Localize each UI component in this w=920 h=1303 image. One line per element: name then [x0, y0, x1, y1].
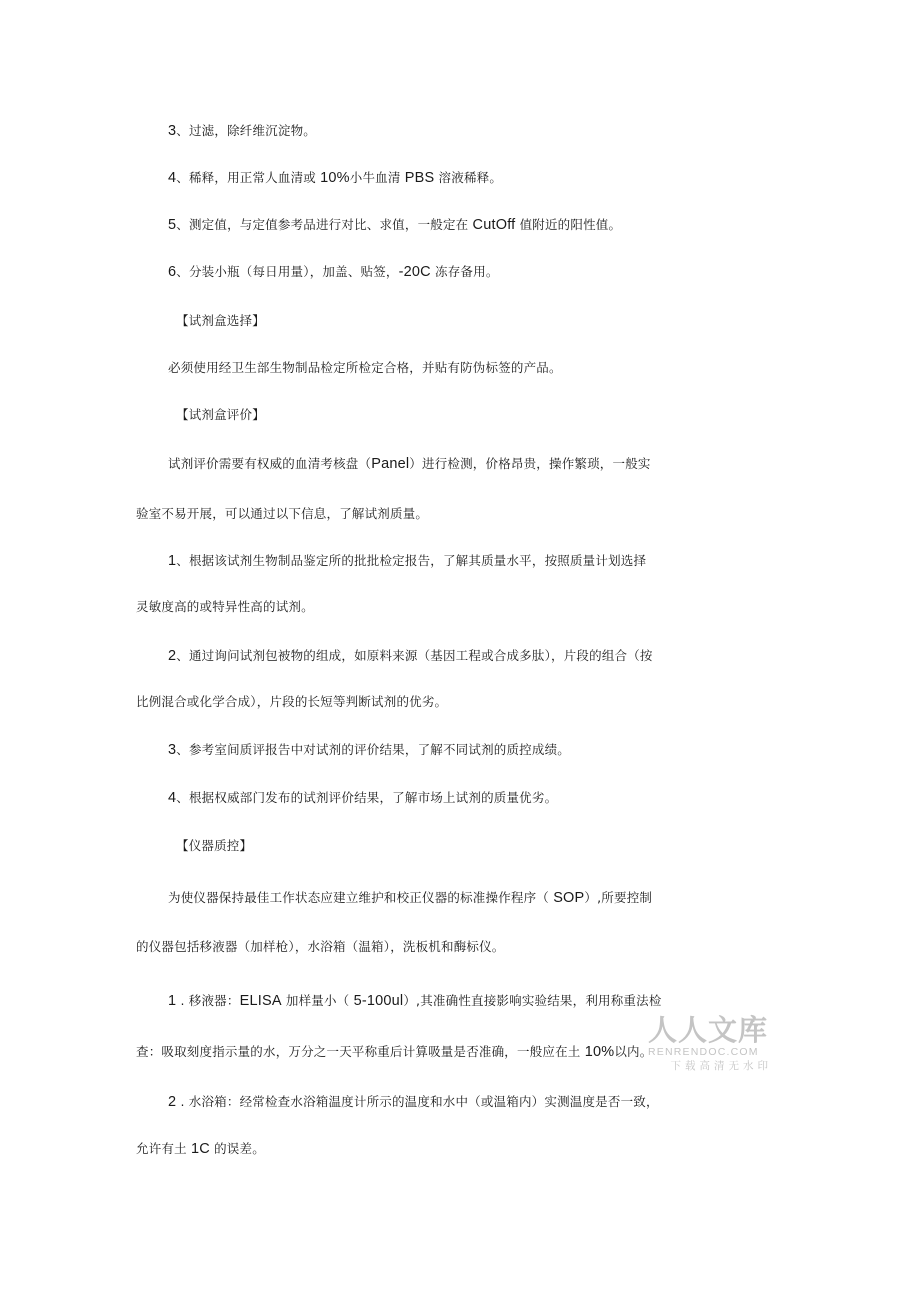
step-number: 3: [168, 123, 177, 139]
paragraph-eval-2-line-2: 比例混合或化学合成），片段的长短等判断试剂的优劣。: [136, 694, 448, 709]
section-heading-instrument-qc: 【仪器质控】: [176, 838, 253, 853]
paragraph-text: ）进行检测，价格昂贵，操作繁琐，一般实: [409, 456, 651, 471]
site-watermark: [648, 1014, 774, 1080]
paragraph-water-bath-line-1: [168, 1093, 659, 1111]
paragraph-text: 、测定值，与定值参考品进行对比、求值，一般定在: [176, 217, 473, 232]
paragraph-text: ）,其准确性直接影响实验结果，利用称重法检: [403, 993, 662, 1008]
paragraph-text: . 移液器：: [176, 993, 240, 1008]
paragraph-text: 值附近的阳性值。: [515, 217, 622, 232]
section-heading-kit-selection: 【试剂盒选择】: [176, 313, 265, 328]
paragraph-eval-1-line-2: 灵敏度高的或特异性高的试剂。: [136, 599, 314, 614]
paragraph-text: 试剂评价需要有权威的血清考核盘（: [168, 456, 372, 471]
step-number: 1: [168, 553, 177, 569]
paragraph-text: 、分装小瓶（每日用量），加盖、贴签，: [176, 264, 399, 279]
paragraph-kit-evaluation-line-1: [168, 455, 651, 473]
paragraph-kit-selection: 必须使用经卫生部生物制品检定所检定合格，并贴有防伪标签的产品。: [168, 360, 562, 375]
paragraph-text: 、通过询问试剂包被物的组成，如原料来源（基因工程或合成多肽），片段的组合（按: [176, 648, 653, 663]
paragraph-text: 、根据该试剂生物制品鉴定所的批批检定报告，了解其质量水平，按照质量计划选择: [176, 553, 647, 568]
inline-value: 1C: [190, 1141, 210, 1157]
step-number: 2: [168, 648, 177, 664]
paragraph-eval-4: [168, 789, 557, 807]
inline-value: -20C: [398, 264, 431, 280]
paragraph-kit-evaluation-line-2: 验室不易开展，可以通过以下信息，了解试剂质量。: [136, 506, 429, 521]
paragraph-text: ）,所要控制: [584, 890, 653, 905]
paragraph-eval-3: [168, 741, 570, 759]
paragraph-step-6-aliquot: [168, 263, 499, 281]
paragraph-instrument-qc-line-1: [168, 889, 652, 907]
paragraph-text: 冻存备用。: [430, 264, 499, 279]
paragraph-step-3-filter: [168, 122, 316, 140]
paragraph-text: 溶液稀释。: [434, 170, 503, 185]
step-number: 4: [168, 790, 177, 806]
paragraph-text: 、过滤，除纤维沉淀物。: [176, 123, 316, 138]
step-number: 1: [168, 993, 177, 1009]
section-heading-kit-evaluation: 【试剂盒评价】: [176, 407, 265, 422]
inline-value: PBS: [404, 170, 435, 186]
paragraph-text: 、参考室间质评报告中对试剂的评价结果，了解不同试剂的质控成绩。: [176, 742, 570, 757]
paragraph-pipette-line-2: [136, 1043, 652, 1061]
inline-value: ELISA: [239, 993, 282, 1009]
step-number: 6: [168, 264, 177, 280]
paragraph-step-4-dilute: [168, 169, 502, 187]
paragraph-text: . 水浴箱：经常检查水浴箱温度计所示的温度和水中（或温箱内）实测温度是否一致，: [176, 1094, 659, 1109]
step-number: 5: [168, 217, 177, 233]
inline-value: 5-100ul: [353, 993, 404, 1009]
inline-value: 10%: [584, 1044, 615, 1060]
paragraph-water-bath-line-2: [136, 1140, 265, 1158]
inline-value: CutOff: [472, 217, 516, 233]
paragraph-step-5-measure: [168, 216, 621, 234]
paragraph-pipette-line-1: [168, 992, 662, 1010]
paragraph-text: 允许有土: [136, 1141, 191, 1156]
paragraph-eval-1-line-1: [168, 552, 646, 570]
step-number: 3: [168, 742, 177, 758]
paragraph-text: 小牛血清: [349, 170, 405, 185]
inline-value: SOP: [553, 890, 585, 906]
inline-value: Panel: [371, 456, 410, 472]
paragraph-text: 、稀释，用正常人血清或: [176, 170, 321, 185]
paragraph-text: 查：吸取刻度指示量的水，万分之一天平称重后计算吸量是否准确，一般应在土: [136, 1044, 585, 1059]
step-number: 4: [168, 170, 177, 186]
watermark-domain: RENRENDOC.COM: [648, 1046, 759, 1058]
inline-value: 10%: [320, 170, 350, 186]
paragraph-text: 以内。: [614, 1044, 653, 1059]
paragraph-text: 、根据权威部门发布的试剂评价结果，了解市场上试剂的质量优劣。: [176, 790, 558, 805]
watermark-title: 人人文库: [648, 1013, 769, 1047]
paragraph-instrument-qc-line-2: 的仪器包括移液器（加样枪），水浴箱（温箱），洗板机和酶标仪。: [136, 939, 505, 954]
paragraph-text: 的误差。: [209, 1141, 265, 1156]
watermark-tagline: 下载高清无水印: [670, 1060, 772, 1072]
paragraph-eval-2-line-1: [168, 647, 653, 665]
paragraph-text: 加样量小（: [281, 993, 354, 1008]
step-number: 2: [168, 1094, 177, 1110]
paragraph-text: 为使仪器保持最佳工作状态应建立维护和校正仪器的标准操作程序（: [168, 890, 554, 905]
